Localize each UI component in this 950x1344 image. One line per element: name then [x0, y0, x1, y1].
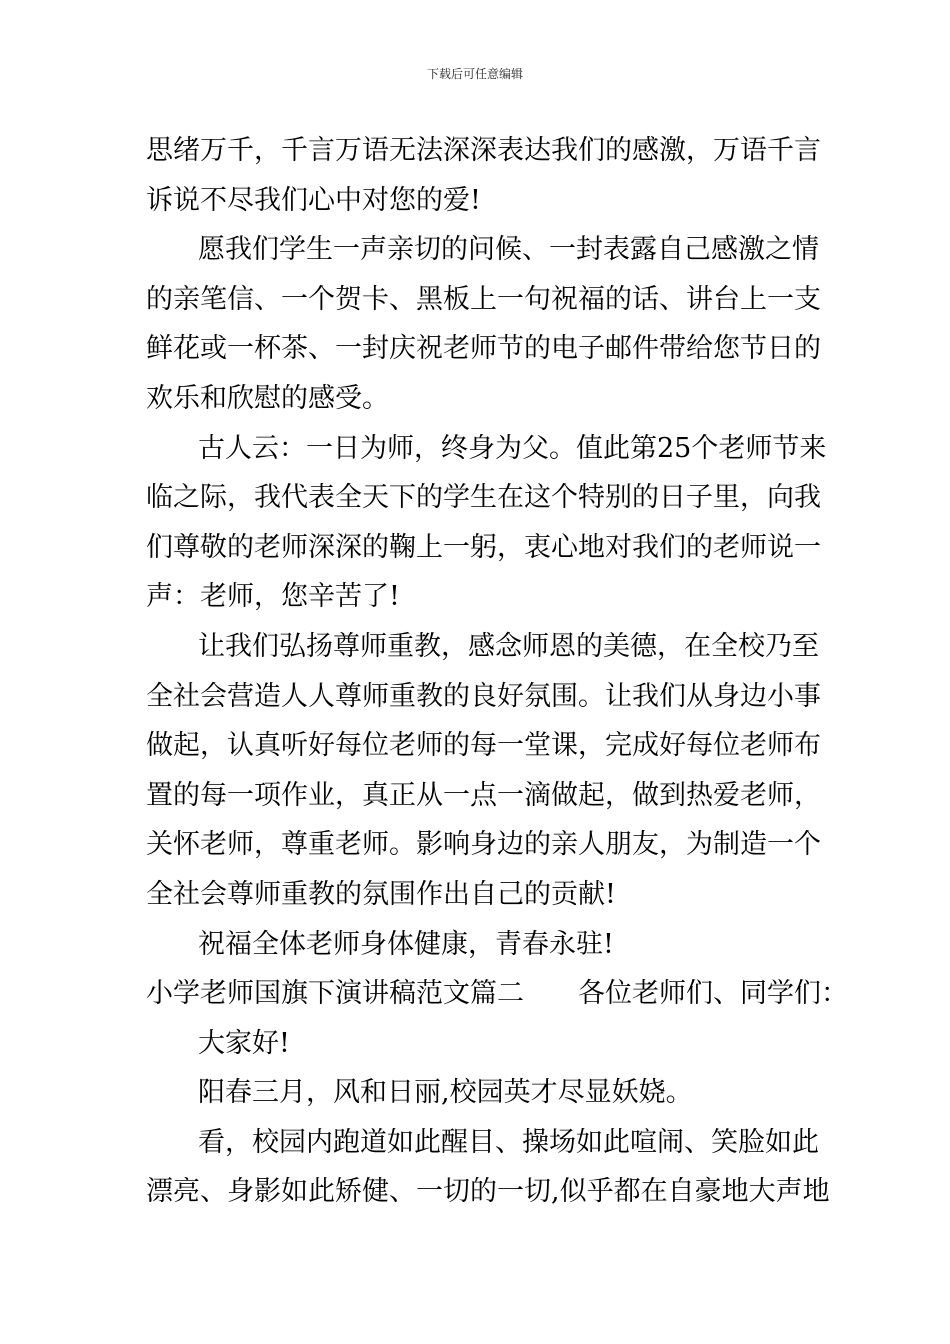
text-line: 让我们弘扬尊师重教，感念师恩的美德，在全校乃至 [198, 630, 819, 662]
text-line: 的亲笔信、一个贺卡、黑板上一句祝福的话、讲台上一支 [146, 283, 821, 315]
text-line: 欢乐和欣慰的感受。 [146, 382, 389, 414]
document-body [146, 126, 848, 1217]
text-line: 看，校园内跑道如此醒目、操场如此喧闹、笑脸如此 [198, 1126, 819, 1158]
text-line: 关怀老师，尊重老师。影响身边的亲人朋友，为制造一个 [146, 829, 821, 861]
text-line: 古人云：一日为师，终身为父。值此第25个老师节来 [198, 432, 827, 464]
text-line: 漂亮、身影如此矫健、一切的一切,似乎都在自豪地大声地 [146, 1176, 830, 1208]
section-title-line [146, 969, 848, 1019]
paragraphs-part-one [146, 126, 827, 969]
text-line: 祝福全体老师身体健康，青春永驻! [198, 928, 614, 960]
section-title: 小学老师国旗下演讲稿范文篇二 [146, 978, 524, 1010]
salutation: 各位老师们、同学们： [578, 978, 848, 1010]
text-line: 声：老师，您辛苦了! [146, 581, 400, 613]
text-line: 们尊敬的老师深深的鞠上一躬，衷心地对我们的老师说一 [146, 531, 821, 563]
text-line: 置的每一项作业，真正从一点一滴做起，做到热爱老师， [146, 779, 821, 811]
text-line: 临之际，我代表全天下的学生在这个特别的日子里，向我 [146, 482, 821, 514]
text-line: 鲜花或一杯茶、一封庆祝老师节的电子邮件带给您节日的 [146, 333, 821, 365]
page-header: 下载后可任意编辑 [426, 67, 523, 81]
text-line: 全社会营造人人尊师重教的良好氛围。让我们从身边小事 [146, 680, 821, 712]
text-line: 大家好! [198, 1027, 290, 1059]
text-line: 做起，认真听好每位老师的每一堂课，完成好每位老师布 [146, 730, 821, 762]
text-line: 愿我们学生一声亲切的问候、一封表露自己感激之情 [198, 234, 819, 266]
text-line: 诉说不尽我们心中对您的爱! [146, 184, 481, 216]
text-line: 阳春三月，风和日丽,校园英才尽显妖娆。 [198, 1077, 693, 1109]
text-line: 全社会尊师重教的氛围作出自己的贡献! [146, 878, 616, 910]
paragraphs-part-two [146, 1019, 830, 1217]
text-line: 思绪万千，千言万语无法深深表达我们的感激，万语千言 [146, 135, 821, 166]
